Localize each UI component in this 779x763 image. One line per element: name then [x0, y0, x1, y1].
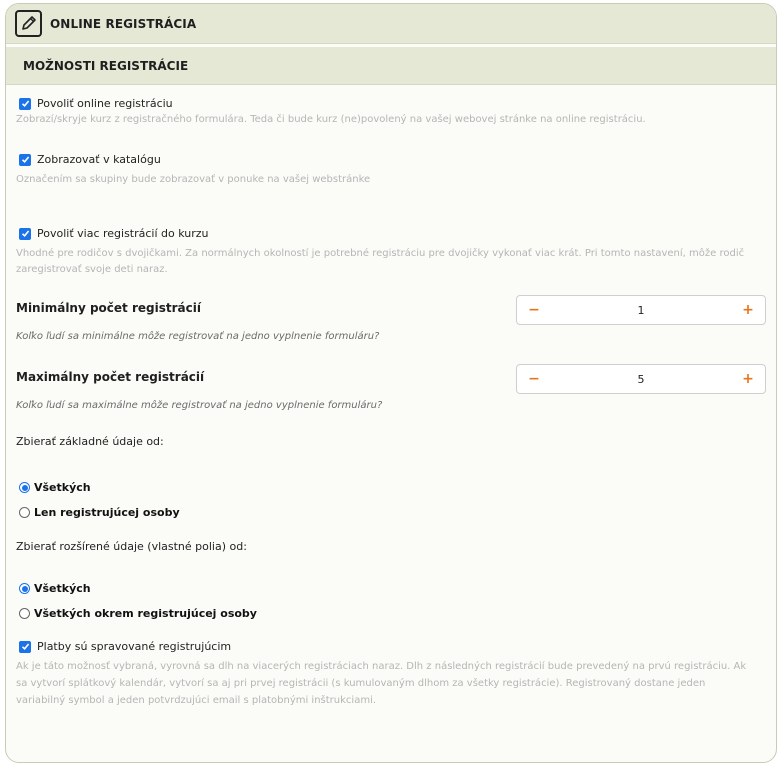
basic-data-radio-registrant[interactable] — [19, 507, 30, 518]
max-increment-button[interactable]: + — [742, 371, 754, 387]
extended-data-option-except-label: Všetkých okrem registrujúcej osoby — [34, 607, 257, 620]
extended-data-option-all-label: Všetkých — [34, 582, 91, 595]
extended-data-radio-except[interactable] — [19, 608, 30, 619]
online-registration-label: Povoliť online registráciu — [37, 97, 173, 110]
min-registrations-stepper[interactable] — [516, 295, 766, 325]
payments-checkbox-row[interactable] — [19, 640, 231, 653]
min-registrations-label: Minimálny počet registrácií — [16, 301, 201, 315]
max-registrations-value[interactable]: 5 — [637, 372, 645, 386]
basic-data-label: Zbierať základné údaje od: — [16, 435, 164, 448]
payments-label: Platby sú spravované registrujúcim — [37, 640, 232, 653]
min-decrement-button[interactable]: − — [528, 302, 540, 318]
basic-data-radio-all[interactable] — [19, 482, 30, 493]
max-decrement-button[interactable]: − — [528, 371, 540, 387]
panel-title: ONLINE REGISTRÁCIA — [50, 16, 197, 31]
extended-data-option-all[interactable] — [19, 582, 91, 595]
extended-data-label: Zbierať rozšírené údaje (vlastné polia) od: — [16, 540, 247, 553]
extended-data-option-except[interactable] — [19, 607, 257, 620]
catalog-checkbox-row[interactable] — [19, 153, 161, 166]
section-header — [6, 47, 776, 85]
panel-header — [6, 4, 776, 44]
extended-data-radio-all[interactable] — [19, 583, 30, 594]
catalog-label: Zobrazovať v katalógu — [37, 153, 161, 166]
basic-data-option-all[interactable] — [19, 481, 91, 494]
multi-registration-checkbox[interactable] — [19, 228, 31, 240]
basic-data-option-registrant[interactable] — [19, 506, 180, 519]
multi-registration-hint-line2: zaregistrovať svoje deti naraz. — [16, 264, 168, 275]
payments-hint-line3: variabilný symbol a jeden potvrdzujúci email s platobnými inštrukciami. — [16, 695, 377, 706]
max-registrations-label: Maximálny počet registrácií — [16, 370, 205, 384]
min-registrations-hint: Koľko ľudí sa minimálne môže registrovať na jedno vyplnenie formuláru? — [16, 331, 380, 342]
online-registration-hint: Zobrazí/skryje kurz z registračného formulára. Teda či bude kurz (ne)povolený na vašej webovej stránke na online registráciu. — [16, 114, 646, 125]
basic-data-option-registrant-label: Len registrujúcej osoby — [34, 506, 180, 519]
multi-registration-checkbox-row[interactable] — [19, 227, 209, 240]
payments-checkbox[interactable] — [19, 641, 31, 653]
payments-hint-line2: sa vytvorí splátkový kalendár, vytvorí sa aj pri prvej registrácii (s kumulovaným dlhom za všetky registrácie). Registrovaný dostane jeden — [16, 678, 706, 689]
multi-registration-label: Povoliť viac registrácií do kurzu — [37, 227, 209, 240]
min-registrations-value[interactable]: 1 — [637, 303, 645, 317]
catalog-checkbox[interactable] — [19, 154, 31, 166]
registration-panel — [5, 3, 777, 763]
catalog-hint: Označením sa skupiny bude zobrazovať v ponuke na vašej webstránke — [16, 174, 371, 185]
section-title: MOŽNOSTI REGISTRÁCIE — [23, 58, 189, 73]
payments-hint-line1: Ak je táto možnosť vybraná, vyrovná sa dlh na viacerých registráciach naraz. Dlh z následných registrácií bude prevedený na prvú registráciu. Ak — [16, 661, 747, 672]
basic-data-option-all-label: Všetkých — [34, 481, 91, 494]
multi-registration-hint-line1: Vhodné pre rodičov s dvojičkami. Za normálnych okolností je potrebné registráciu pre dvojičky vykonať viac krát. Pri tomto nastavení, môže rodič — [16, 248, 745, 259]
online-registration-checkbox-row[interactable] — [19, 97, 173, 110]
max-registrations-hint: Koľko ľudí sa maximálne môže registrovať na jedno vyplnenie formuláru? — [16, 400, 383, 411]
edit-icon — [15, 10, 42, 37]
max-registrations-stepper[interactable] — [516, 364, 766, 394]
online-registration-checkbox[interactable] — [19, 98, 31, 110]
min-increment-button[interactable]: + — [742, 302, 754, 318]
